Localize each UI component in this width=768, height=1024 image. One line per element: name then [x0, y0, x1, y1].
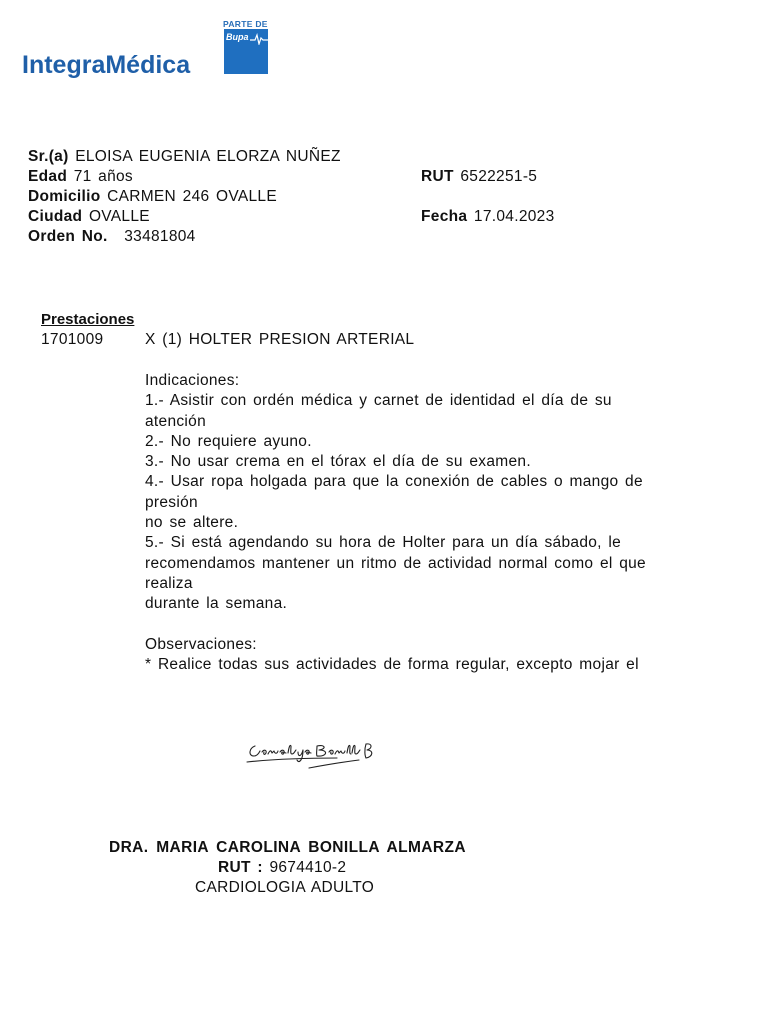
service-code: 1701009	[41, 331, 104, 348]
patient-name-label: Sr.(a)	[28, 148, 69, 165]
patient-rut-value: 6522251-5	[460, 168, 538, 185]
indication-line: durante la semana.	[145, 595, 288, 613]
patient-name-value: ELOISA EUGENIA ELORZA NUÑEZ	[75, 148, 341, 165]
indication-line: presión	[145, 493, 198, 511]
observations-title: Observaciones:	[145, 635, 257, 653]
indication-line: no se altere.	[145, 514, 239, 532]
observation-line: * Realice todas sus actividades de forma regular, excepto mojar el	[145, 655, 639, 673]
bupa-logo-text: Bupa	[226, 32, 249, 42]
doctor-rut-value: 9674410-2	[269, 859, 347, 876]
indication-line: 2.- No requiere ayuno.	[145, 432, 312, 450]
logo-parte-de-label: PARTE DE	[223, 19, 268, 29]
patient-address-row	[28, 187, 277, 207]
patient-date-value: 17.04.2023	[473, 208, 555, 225]
patient-city-value: OVALLE	[88, 208, 150, 225]
patient-age-value: 71 años	[73, 168, 133, 185]
indication-line: 3.- No usar crema en el tórax el día de su examen.	[145, 453, 531, 471]
integramedica-logo-wordmark: IntegraMédica	[22, 51, 191, 79]
services-heading: Prestaciones	[41, 311, 135, 328]
patient-name-row	[28, 147, 341, 167]
indications-block	[145, 371, 690, 675]
indication-line: recomendamos mantener un ritmo de actividad normal como el que	[145, 554, 646, 572]
doctor-rut-row	[218, 858, 346, 878]
patient-rut-label: RUT	[421, 168, 454, 185]
doctor-rut-label: RUT :	[218, 859, 263, 876]
patient-age-row	[28, 167, 133, 187]
doctor-name: DRA. MARIA CAROLINA BONILLA ALMARZA	[109, 839, 466, 856]
patient-age-label: Edad	[28, 168, 68, 185]
heartbeat-icon	[250, 33, 268, 45]
patient-address-value: CARMEN 246 OVALLE	[107, 188, 277, 205]
indication-line: realiza	[145, 574, 193, 592]
patient-order-value: 33481804	[124, 228, 196, 245]
patient-city-row	[28, 207, 150, 227]
indication-line: atención	[145, 412, 207, 430]
indication-line: 5.- Si está agendando su hora de Holter para un día sábado, le	[145, 534, 622, 552]
doctor-signature	[245, 738, 385, 770]
patient-city-label: Ciudad	[28, 208, 83, 225]
indication-line: 1.- Asistir con ordén médica y carnet de identidad el día de su	[145, 392, 612, 410]
doctor-specialty: CARDIOLOGIA ADULTO	[195, 879, 375, 896]
patient-order-label: Orden No.	[28, 228, 108, 245]
patient-date-label: Fecha	[421, 208, 468, 225]
service-description: X (1) HOLTER PRESION ARTERIAL	[145, 331, 415, 348]
spacer	[145, 615, 690, 635]
patient-address-label: Domicilio	[28, 188, 101, 205]
indication-line: 4.- Usar ropa holgada para que la conexión de cables o mango de	[145, 473, 643, 491]
patient-date-row	[421, 207, 555, 227]
patient-order-row	[28, 227, 196, 247]
patient-rut-row	[421, 167, 537, 187]
indications-title: Indicaciones:	[145, 372, 240, 389]
